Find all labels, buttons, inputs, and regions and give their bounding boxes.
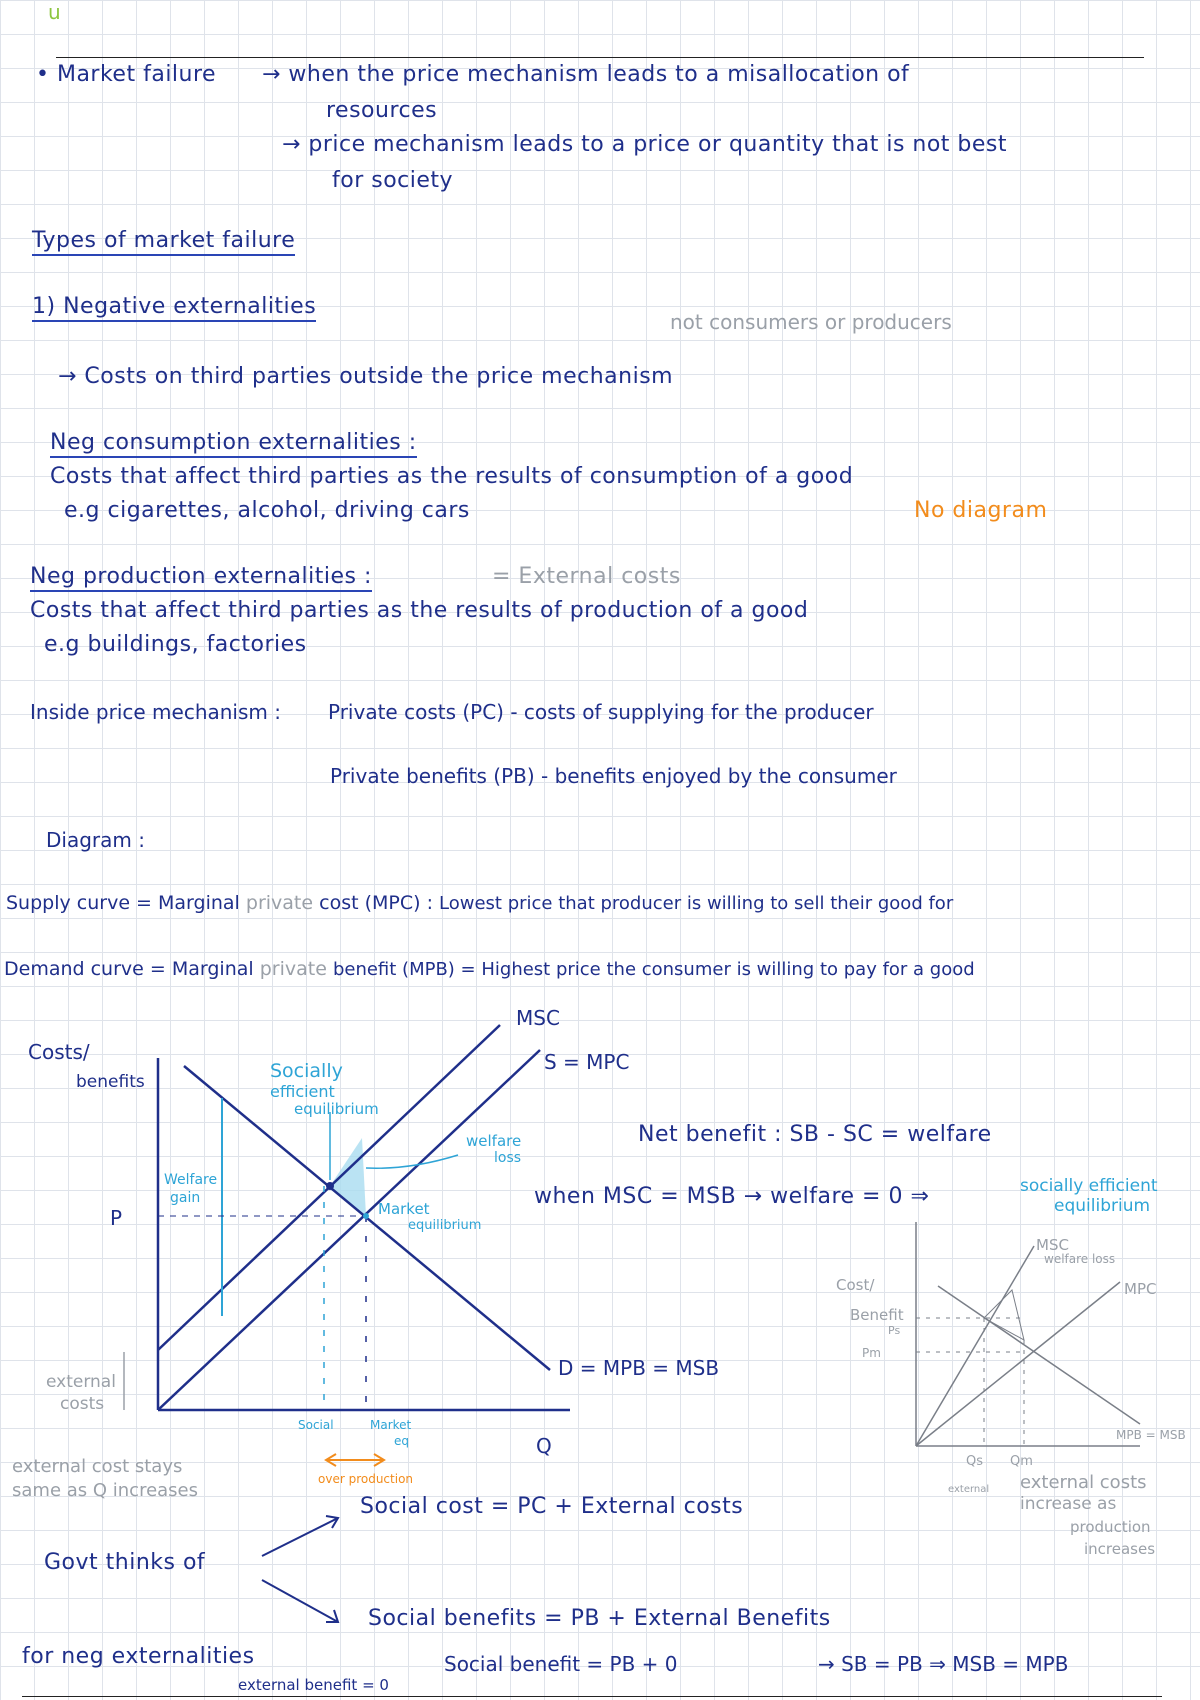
external-note-2: same as Q increases	[12, 1480, 199, 1501]
neg-consumption-heading: Neg consumption externalities :	[50, 430, 417, 458]
social-cost-line: Social cost = PC + External costs	[360, 1494, 744, 1519]
small-msc-label: MSC	[1036, 1236, 1069, 1254]
demand-def-c: benefit (MPB) = Highest price the consumer is willing to pay for a good	[332, 959, 975, 980]
welfare-loss-pointer	[366, 1155, 458, 1168]
govt-arrow-up	[262, 1518, 338, 1556]
external-costs-aside: = External costs	[492, 564, 681, 589]
neg-consumption-line2: e.g cigarettes, alcohol, driving cars	[64, 498, 470, 523]
social-benefits-line: Social benefits = PB + External Benefits	[368, 1606, 831, 1631]
small-welfare-loss-label: welfare loss	[1044, 1252, 1116, 1266]
diagram-q-label: Q	[536, 1434, 552, 1458]
neg-production-line2: e.g buildings, factories	[44, 632, 307, 657]
demand-label: D = MPB = MSB	[558, 1356, 720, 1380]
small-y-label-2: Benefit	[850, 1306, 904, 1324]
demand-def-a: Demand curve = Marginal	[4, 958, 254, 980]
welfare-gain-1: Welfare	[164, 1172, 218, 1188]
small-mpc-label: MPC	[1124, 1280, 1157, 1298]
market-failure-line1: → when the price mechanism leads to a misallocation of	[262, 62, 910, 87]
neg-ext-definition: → Costs on third parties outside the price mechanism	[58, 364, 674, 389]
market-failure-line2: → price mechanism leads to a price or quantity that is not best	[282, 132, 1008, 157]
govt-arrow-down	[262, 1580, 338, 1622]
diagram-p-label: P	[110, 1206, 123, 1230]
neg-production-line1: Costs that affect third parties as the results of production of a good	[30, 598, 809, 623]
small-msc	[916, 1246, 1034, 1446]
market-failure-line1b: resources	[326, 98, 438, 123]
small-external-label: external	[948, 1484, 990, 1495]
small-pm-label: Pm	[862, 1346, 881, 1360]
external-benefit-zero: external benefit = 0	[238, 1676, 389, 1694]
private-costs-line: Private costs (PC) - costs of supplying for the producer	[328, 700, 874, 724]
over-production-label: over production	[318, 1472, 414, 1486]
small-y-label-1: Cost/	[836, 1276, 875, 1294]
small-note-1: external costs	[1020, 1472, 1147, 1493]
external-note-1: external cost stays	[12, 1456, 183, 1477]
socially-efficient-1: Socially	[270, 1060, 343, 1082]
supply-def-private: private	[245, 892, 314, 914]
welfare-gain-2: gain	[170, 1190, 201, 1206]
external-costs-1: external	[46, 1372, 116, 1392]
socially-efficient-3: equilibrium	[294, 1100, 379, 1118]
supply-def-a: Supply curve = Marginal	[6, 892, 240, 914]
market-eq-2: equilibrium	[408, 1218, 482, 1233]
supply-def-c: cost (MPC) :	[319, 892, 433, 914]
diagram-y-label-1: Costs/	[28, 1040, 90, 1064]
neg-ext-annotation: not consumers or producers	[670, 310, 952, 334]
social-q-label: Social	[298, 1418, 334, 1432]
market-eq-1: Market	[378, 1200, 430, 1218]
bottom-rule	[22, 1696, 1162, 1697]
diagram-y-label-2: benefits	[76, 1072, 145, 1092]
inside-price-label: Inside price mechanism :	[30, 700, 281, 724]
supply-def-d: Lowest price that producer is willing to sell their good for	[439, 893, 954, 914]
socially-efficient-2: efficient	[270, 1082, 335, 1101]
types-heading: Types of market failure	[32, 228, 295, 256]
external-costs-2: costs	[60, 1394, 105, 1414]
small-qm-label: Qm	[1010, 1454, 1033, 1469]
no-diagram-note: No diagram	[914, 498, 1048, 523]
msc-label: MSC	[516, 1006, 560, 1030]
socially-efficient-note-1: socially efficient	[1020, 1176, 1158, 1196]
sb-implication: → SB = PB ⇒ MSB = MPB	[818, 1652, 1069, 1676]
market-failure-term: • Market failure	[36, 62, 217, 87]
market-eq-point	[363, 1213, 369, 1219]
demand-def-private: private	[259, 958, 327, 980]
small-mpc	[916, 1282, 1120, 1446]
socially-efficient-note-2: equilibrium	[1054, 1196, 1151, 1216]
small-welfare-loss-area	[984, 1290, 1024, 1340]
welfare-loss-1: welfare	[466, 1132, 522, 1150]
market-q-label-2: eq	[394, 1434, 409, 1448]
govt-thinks-of: Govt thinks of	[44, 1550, 206, 1575]
s-mpc-label: S = MPC	[544, 1050, 630, 1074]
small-ps-label: Ps	[888, 1324, 901, 1337]
net-benefit-line: Net benefit : SB - SC = welfare	[638, 1122, 992, 1147]
social-eq-point	[326, 1182, 334, 1190]
for-neg-externalities: for neg externalities	[22, 1644, 255, 1669]
neg-production-heading: Neg production externalities :	[30, 564, 372, 592]
neg-ext-heading: 1) Negative externalities	[32, 294, 316, 322]
small-note-2: increase as	[1020, 1494, 1117, 1514]
welfare-zero-line: when MSC = MSB → welfare = 0 ⇒	[534, 1184, 930, 1209]
welfare-loss-2: loss	[494, 1150, 522, 1166]
private-benefits-line: Private benefits (PB) - benefits enjoyed by the consumer	[330, 764, 897, 788]
neg-consumption-line1: Costs that affect third parties as the results of consumption of a good	[50, 464, 854, 489]
market-failure-line2b: for society	[332, 168, 454, 193]
small-note-3: production	[1070, 1518, 1151, 1536]
header-mark: u	[48, 0, 61, 24]
market-q-label-1: Market	[370, 1418, 412, 1432]
diagram-label: Diagram :	[46, 828, 145, 852]
welfare-loss-area	[330, 1138, 366, 1216]
small-note-4: increases	[1084, 1540, 1156, 1558]
small-demand-label: MPB = MSB	[1116, 1428, 1186, 1442]
social-benefit-eq: Social benefit = PB + 0	[444, 1652, 678, 1676]
small-qs-label: Qs	[966, 1454, 984, 1469]
